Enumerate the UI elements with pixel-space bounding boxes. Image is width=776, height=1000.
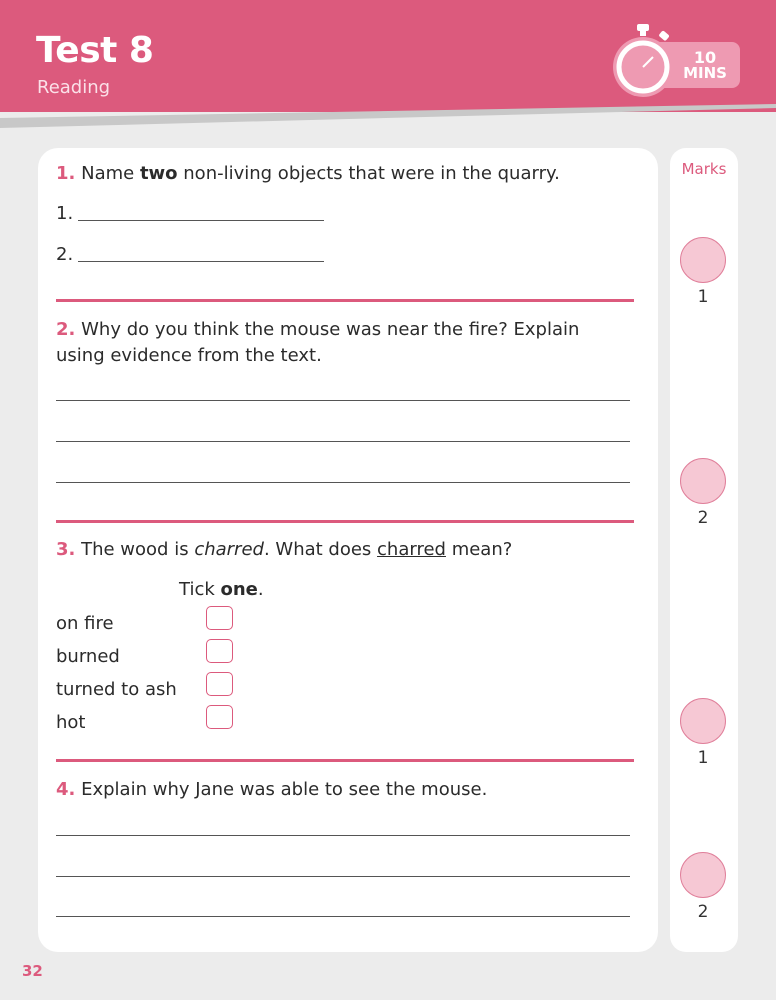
page-subtitle: Reading — [37, 77, 111, 98]
timer-badge — [606, 22, 738, 102]
stopwatch-icon — [606, 22, 686, 102]
answer-label-2: 2. — [56, 244, 74, 265]
section-divider — [56, 299, 634, 302]
option-label: on fire — [56, 613, 114, 634]
question-1 — [56, 161, 560, 187]
mark-value: 2 — [697, 508, 709, 528]
page-number: 32 — [22, 962, 43, 980]
question-text: . What does — [263, 539, 378, 560]
question-4 — [56, 777, 487, 803]
question-text: non-living objects that were in the quarry. — [177, 163, 560, 184]
question-number: 4. — [56, 779, 76, 800]
question-3 — [56, 537, 512, 563]
section-divider — [56, 520, 634, 523]
timer-unit: MINS — [683, 63, 727, 82]
question-underline: charred — [377, 539, 446, 560]
tick-suffix: . — [257, 579, 264, 600]
marks-column — [670, 148, 738, 952]
answer-line[interactable] — [56, 876, 630, 877]
question-text: mean? — [445, 539, 513, 560]
mark-circle[interactable] — [680, 698, 726, 744]
answer-line[interactable] — [78, 261, 324, 262]
tick-box[interactable] — [206, 606, 233, 630]
timer-number: 10 — [693, 47, 717, 67]
mark-circle[interactable] — [680, 852, 726, 898]
answer-line[interactable] — [56, 441, 630, 442]
question-emphasis: two — [139, 163, 178, 184]
question-text: The wood is — [81, 539, 195, 560]
question-text: Why do you think the mouse was near the fire? Explain using evidence from the text. — [56, 319, 580, 366]
answer-line[interactable] — [56, 400, 630, 401]
question-number: 1. — [56, 163, 76, 184]
tick-box[interactable] — [206, 705, 233, 729]
tick-box[interactable] — [206, 639, 233, 663]
answer-line[interactable] — [56, 835, 630, 836]
question-text: Explain why Jane was able to see the mouse. — [81, 779, 488, 800]
question-number: 3. — [56, 539, 76, 560]
mark-circle[interactable] — [680, 458, 726, 504]
marks-label: Marks — [681, 160, 727, 178]
answer-line[interactable] — [56, 916, 630, 917]
question-italic: charred — [194, 539, 264, 560]
tick-emphasis: one — [220, 579, 258, 600]
mark-value: 2 — [697, 902, 709, 922]
option-label: burned — [56, 646, 120, 667]
tick-prefix: Tick — [179, 579, 221, 600]
section-divider — [56, 759, 634, 762]
page-title: Test 8 — [36, 30, 154, 71]
mark-circle[interactable] — [680, 237, 726, 283]
answer-line[interactable] — [78, 220, 324, 221]
mark-value: 1 — [697, 748, 709, 768]
answer-line[interactable] — [56, 482, 630, 483]
tick-box[interactable] — [206, 672, 233, 696]
answer-label-1: 1. — [56, 203, 74, 224]
option-label: turned to ash — [56, 679, 177, 700]
question-number: 2. — [56, 319, 76, 340]
tick-instruction — [179, 579, 264, 600]
option-label: hot — [56, 712, 86, 733]
mark-value: 1 — [697, 287, 709, 307]
question-2 — [56, 317, 626, 369]
question-text: Name — [81, 163, 140, 184]
